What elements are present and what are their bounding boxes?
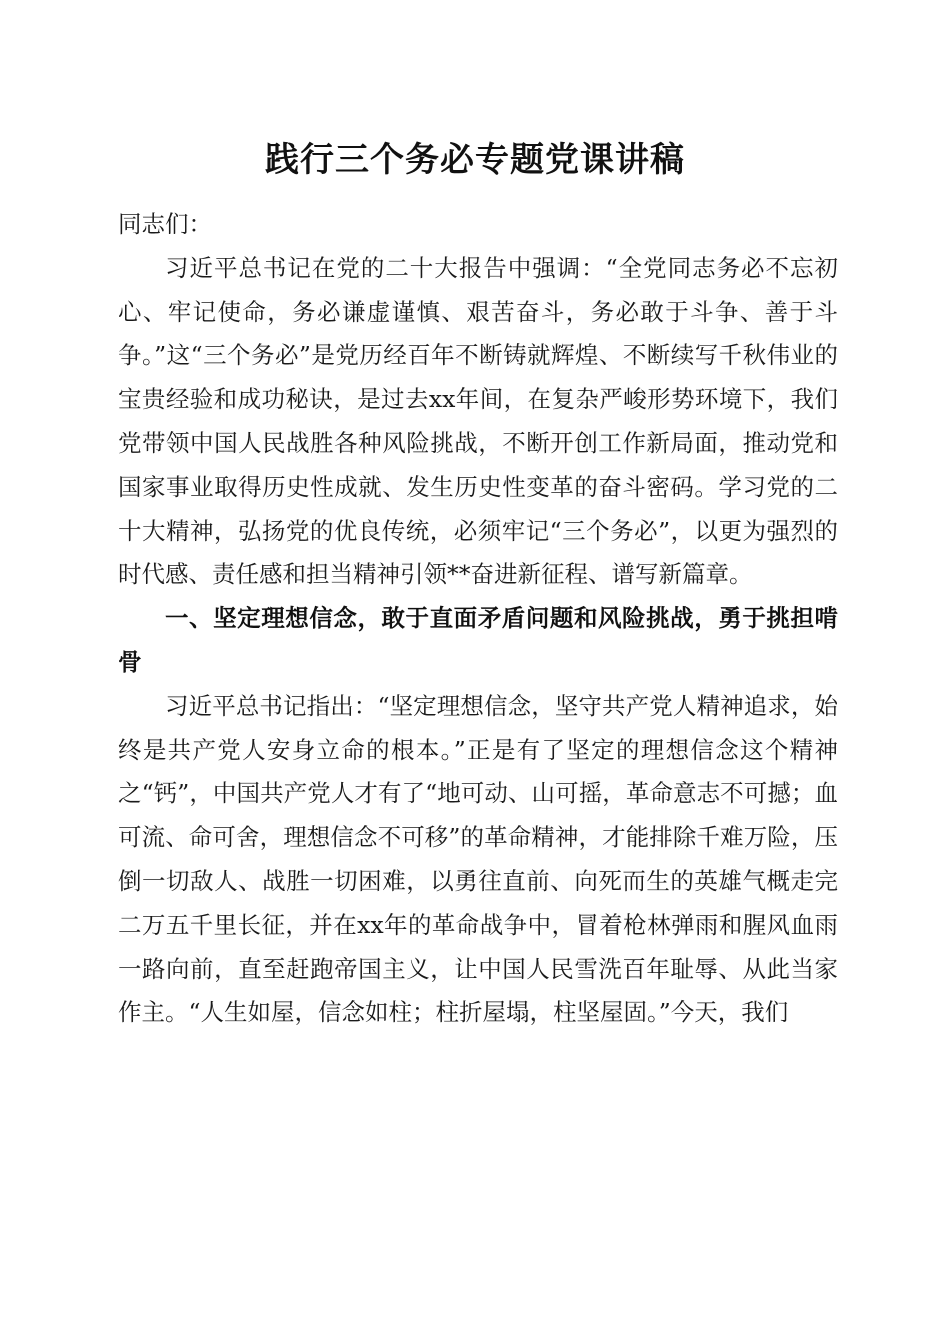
section-1-paragraph: 习近平总书记指出：“坚定理想信念，坚守共产党人精神追求，始终是共产党人安身立命的根本。”正是有了坚定的理想信念这个精神之“钙”，中国共产党人才有了“地可动、山可摇，革命意志不可撼；血可流、命可舍，理想信念不可移”的革命精神，才能排除千难万险，压倒一切敌人、战胜一切困难，以勇往直前、向死而生的英雄气概走完二万五千里长征，并在xx年的革命战争中，冒着枪林弹雨和腥风血雨一路向前，直至赶跑帝国主义，让中国人民雪洗百年耻辱、从此当家作主。“人生如屋，信念如柱；柱折屋塌，柱坚屋固。”今天，我们 xyxy=(118,691,838,1027)
intro-paragraph: 习近平总书记在党的二十大报告中强调：“全党同志务必不忘初心、牢记使命，务必谦虚谨慎、艰苦奋斗，务必敢于斗争、善于斗争。”这“三个务必”是党历经百年不断铸就辉煌、不断续写千秋伟业的宝贵经验和成功秘诀，是过去xx年间，在复杂严峻形势环境下，我们党带领中国人民战胜各种风险挑战，不断开创工作新局面，推动党和国家事业取得历史性成就、发生历史性变革的奋斗密码。学习党的二十大精神，弘扬党的优良传统，必须牢记“三个务必”，以更为强烈的时代感、责任感和担当精神引领**奋进新征程、谱写新篇章。 xyxy=(118,253,838,589)
document-body xyxy=(118,203,838,1035)
salutation: 同志们： xyxy=(118,210,212,238)
section-1-heading: 一、坚定理想信念，敢于直面矛盾问题和风险挑战，勇于挑担啃骨 xyxy=(118,604,838,676)
document-title: 践行三个务必专题党课讲稿 xyxy=(265,140,685,180)
